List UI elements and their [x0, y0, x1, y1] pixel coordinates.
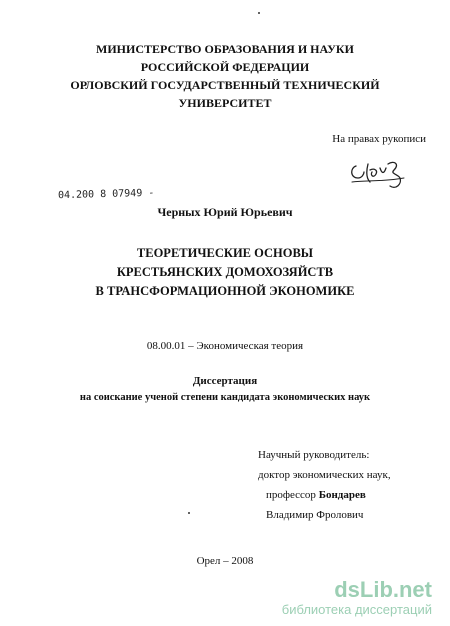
degree-purpose: на соискание ученой степени кандидата экономических наук	[79, 392, 371, 403]
supervisor-label: Научный руководитель:	[258, 449, 370, 461]
city-year: Орел – 2008	[196, 555, 254, 567]
specialty-code: 08.00.01 – Экономическая теория	[146, 340, 304, 352]
supervisor-surname: Бондарев	[318, 489, 366, 501]
university-line-cont: УНИВЕРСИТЕТ	[178, 96, 272, 110]
dissertation-title	[0, 244, 450, 301]
library-stamp: 04.200 8 07949 -	[57, 187, 155, 202]
manuscript-note: На правах рукописи	[332, 133, 426, 145]
dissertation-label: Диссертация	[192, 375, 258, 387]
watermark	[282, 578, 432, 618]
university-line: ОРЛОВСКИЙ ГОСУДАРСТВЕННЫЙ ТЕХНИЧЕСКИЙ	[70, 78, 380, 92]
scan-speck	[188, 512, 190, 514]
watermark-logo: dsLib.net	[334, 577, 432, 602]
supervisor-name: Владимир Фролович	[266, 509, 364, 521]
watermark-subtitle: библиотека диссертаций	[281, 602, 432, 617]
title-line: ТЕОРЕТИЧЕСКИЕ ОСНОВЫ	[136, 246, 314, 260]
scan-speck	[258, 12, 260, 14]
federation-line: РОССИЙСКОЙ ФЕДЕРАЦИИ	[140, 60, 310, 74]
title-line: В ТРАНСФОРМАЦИОННОЙ ЭКОНОМИКЕ	[95, 284, 355, 298]
author-name: Черных Юрий Юрьевич	[157, 205, 293, 219]
supervisor-degree: доктор экономических наук,	[258, 469, 391, 481]
ministry-line: МИНИСТЕРСТВО ОБРАЗОВАНИЯ И НАУКИ	[96, 42, 354, 56]
supervisor-position: профессор	[266, 489, 316, 501]
handwritten-signature	[348, 152, 412, 194]
ministry-header	[0, 40, 450, 112]
supervisor-position-line	[258, 485, 391, 505]
title-line: КРЕСТЬЯНСКИХ ДОМОХОЗЯЙСТВ	[116, 265, 334, 279]
supervisor-block	[258, 445, 391, 525]
